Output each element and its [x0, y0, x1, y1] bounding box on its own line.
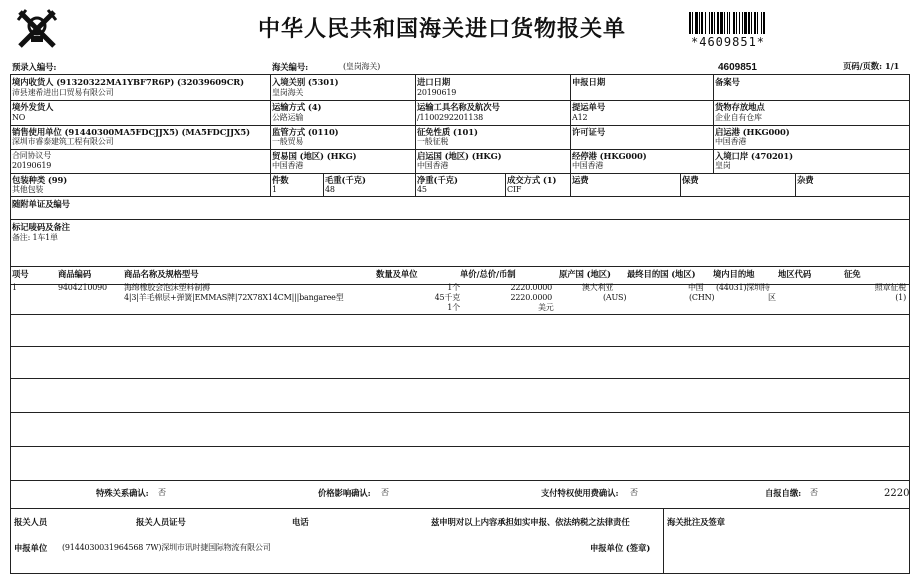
pieces-label: 件数: [272, 175, 289, 185]
user-value: 深圳市睿泰建筑工程有限公司: [12, 137, 114, 146]
package-label: 包装种类 (99): [12, 175, 68, 185]
unit-value: (9144030031964568 7W)深圳市讯时捷国际物流有限公司: [62, 543, 271, 552]
royalty-value: 否: [630, 488, 638, 497]
misc-fee-label: 杂费: [797, 175, 814, 185]
storage-label: 货物存放地点: [715, 102, 765, 112]
item-origin-code: (AUS): [603, 293, 627, 302]
col-domestic: 境内目的地: [713, 269, 755, 279]
item-origin: 澳大利亚: [582, 283, 614, 292]
statement: 兹申明对以上内容承担如实申报、依法纳税之法律责任: [431, 517, 630, 527]
self-pay-label: 自报自缴:: [765, 488, 802, 498]
net-weight-label: 净重(千克): [417, 175, 458, 185]
item-total-price: 2220.0000: [510, 293, 552, 302]
freight-label: 运费: [572, 175, 589, 185]
declarant-cert-label: 报关人员证号: [136, 517, 186, 527]
insurance-label: 保费: [682, 175, 699, 185]
item-code: 9404210090: [58, 283, 107, 292]
supervision-label: 监管方式 (0110): [272, 127, 339, 137]
docs-label: 随附单证及编号: [12, 199, 70, 209]
storage-value: 企业自有仓库: [715, 113, 762, 122]
conveyance-value: /1100292201138: [417, 113, 484, 122]
price-impact-value: 否: [381, 488, 389, 497]
conveyance-label: 运输工具名称及航次号: [417, 102, 500, 112]
preentry-label: 预录入编号:: [12, 62, 57, 72]
supervision-value: 一般贸易: [272, 137, 304, 146]
gross-weight-label: 毛重(千克): [325, 175, 366, 185]
item-domestic: (44031)深圳特: [716, 283, 770, 292]
departure-port-value: 中国香港: [715, 137, 747, 146]
item-unit-price: 2220.0000: [510, 283, 552, 292]
item-destination: 中国: [688, 283, 704, 292]
trade-country-label: 贸易国 (地区) (HKG): [272, 151, 357, 161]
barcode: [689, 12, 801, 34]
price-impact-label: 价格影响确认:: [318, 488, 371, 498]
net-weight-value: 45: [417, 185, 427, 194]
item-spec: 4|3|羊毛棉层+弹簧|EMMAS牌|72X78X14CM|||bangaree型: [124, 293, 344, 302]
consignee-label: 境内收货人 (91320322MA1YBF7R6P) (32039609CR): [12, 77, 245, 87]
col-region-code: 地区代码: [778, 269, 812, 279]
license-label: 许可证号: [572, 127, 606, 137]
transit-port-value: 中国香港: [572, 161, 604, 170]
col-no: 项号: [12, 269, 29, 279]
special-relation-label: 特殊关系确认:: [96, 488, 149, 498]
pieces-value: 1: [272, 185, 277, 194]
item-qty-3: 1个: [447, 303, 460, 312]
tax-value: 一般征税: [417, 137, 449, 146]
page-count: 页码/页数: 1/1: [843, 61, 900, 71]
tax-label: 征免性质 (101): [417, 127, 478, 137]
col-levy: 征免: [844, 269, 861, 279]
total-amount: 2220: [884, 488, 910, 499]
seal-label: 申报单位 (签章): [590, 543, 651, 553]
special-relation-value: 否: [158, 488, 166, 497]
consignee-value: 沛县速希进出口贸易有限公司: [12, 88, 114, 97]
item-levy: 照章征税: [874, 283, 906, 292]
barcode-number: *4609851*: [691, 35, 766, 49]
phone-label: 电话: [292, 517, 309, 527]
item-currency: 美元: [538, 303, 554, 312]
import-date-value: 20190619: [417, 88, 457, 97]
col-price: 单价/总价/币制: [460, 269, 516, 279]
contract-value: 20190619: [12, 161, 52, 170]
declarant-label: 报关人员: [14, 517, 48, 527]
user-label: 销售使用单位 (91440300MA5FDCJJX5) (MA5FDCJJX5): [12, 127, 250, 137]
entry-point-value: 皇岗: [715, 161, 731, 170]
approval-label: 海关批注及签章: [667, 517, 725, 527]
deal-value: CIF: [507, 185, 522, 194]
item-levy-code: (1): [895, 293, 906, 302]
bill-value: A12: [572, 113, 588, 122]
customs-code-label: 海关编号:: [272, 62, 309, 72]
royalty-label: 支付特权使用费确认:: [541, 488, 619, 498]
record-no-label: 备案号: [715, 77, 740, 87]
transport-value: 公路运输: [272, 113, 304, 122]
col-destination: 最终目的国 (地区): [627, 269, 696, 279]
entry-port-value: 皇岗海关: [272, 88, 304, 97]
gross-weight-value: 48: [325, 185, 335, 194]
departure-port-label: 启运港 (HKG000): [715, 127, 790, 137]
package-value: 其他包装: [12, 185, 44, 194]
col-code: 商品编码: [58, 269, 92, 279]
entry-point-label: 入境口岸 (470201): [715, 151, 794, 161]
contract-label: 合同协议号: [12, 151, 51, 160]
trade-country-value: 中国香港: [272, 161, 304, 170]
item-name: 海绵橡胶会泡沫塑料制褥: [124, 283, 210, 292]
col-name: 商品名称及规格型号: [124, 269, 199, 279]
item-qty-2: 45千克: [434, 293, 460, 302]
form-number: 4609851: [718, 62, 757, 73]
shipper-label: 境外发货人: [12, 102, 54, 112]
col-origin: 原产国 (地区): [559, 269, 611, 279]
col-qty: 数量及单位: [376, 269, 418, 279]
deal-label: 成交方式 (1): [507, 175, 557, 185]
transport-label: 运输方式 (4): [272, 102, 322, 112]
departure-country-value: 中国香港: [417, 161, 449, 170]
item-destination-code: (CHN): [689, 293, 715, 302]
departure-country-label: 启运国 (地区) (HKG): [417, 151, 502, 161]
marks-value: 备注: 1车1単: [12, 233, 58, 242]
declare-date-label: 申报日期: [572, 77, 606, 87]
customs-emblem-icon: [14, 6, 60, 52]
customs-name: (皇岗海关): [343, 62, 381, 71]
item-no: 1: [12, 283, 17, 292]
marks-label: 标记唛码及备注: [12, 222, 70, 232]
item-qty-1: 1个: [447, 283, 460, 292]
shipper-value: NO: [12, 113, 26, 122]
transit-port-label: 经停港 (HKG000): [572, 151, 647, 161]
import-date-label: 进口日期: [417, 77, 451, 87]
item-domestic-cont: 区: [768, 293, 776, 302]
bill-label: 提运单号: [572, 102, 606, 112]
form-title: 中华人民共和国海关进口货物报关单: [258, 16, 627, 42]
self-pay-value: 否: [810, 488, 818, 497]
unit-label: 申报单位: [14, 543, 48, 553]
entry-port-label: 入境关别 (5301): [272, 77, 339, 87]
